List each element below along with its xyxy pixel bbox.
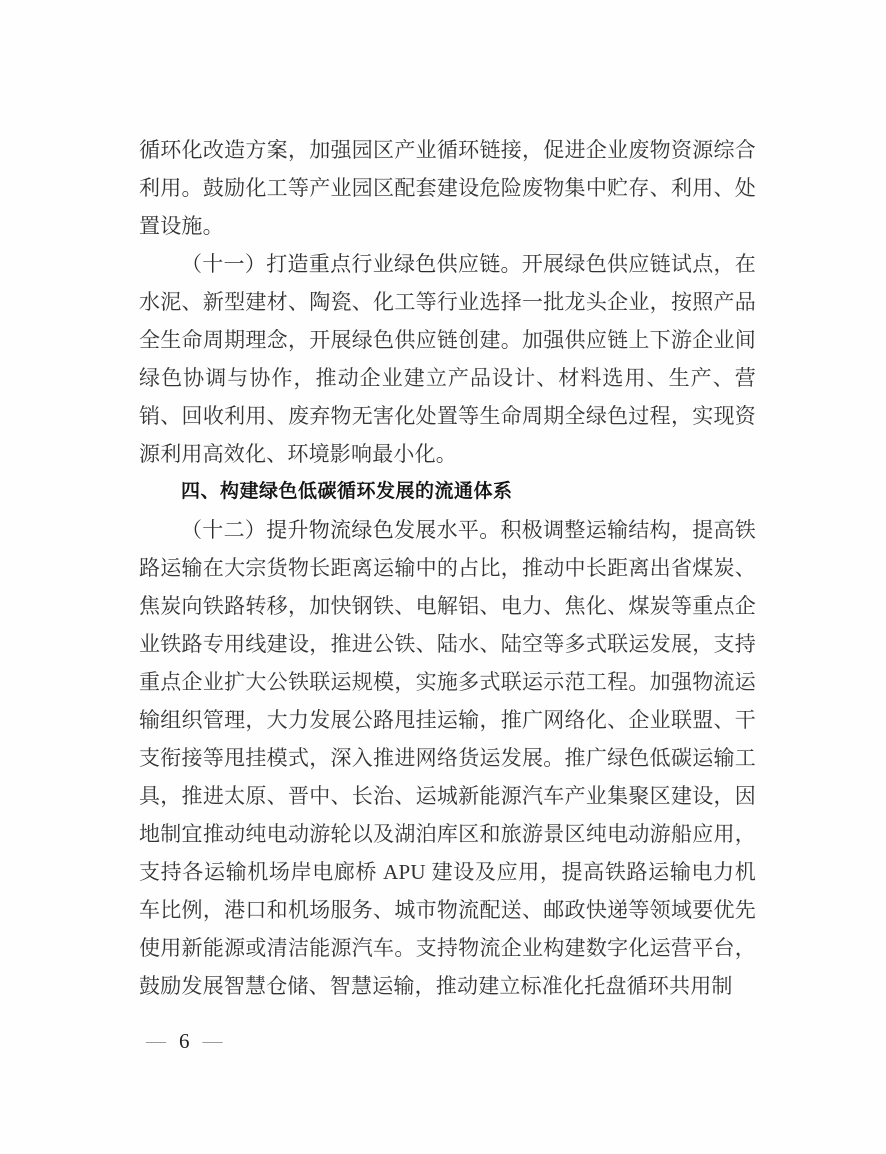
footer-dash-left: —: [146, 1030, 166, 1052]
page-number: 6: [179, 1029, 190, 1053]
item-12-text: 积极调整运输结构，提高铁路运输在大宗货物长距离运输中的占比，推动中长距离出省煤炭、焦炭向铁路转移，加快钢铁、电解铝、电力、焦化、煤炭等重点企业铁路专用线建设，推进公铁、陆水、陆空等多式联运发展，支持重点企业扩大公铁联运规模，实施多式联运示范工程。加强物流运输组织管理，大力发展公路甩挂运输，推广网络化、企业联盟、干支衔接等甩挂模式，深入推进网络货运发展。推广绿色低碳运输工具，推进太原、晋中、长治、运城新能源汽车产业集聚区建设，因地制宜推动纯电动游轮以及湖泊库区和旅游景区纯电动游船应用，支持各运输机场岸电廊桥 APU 建设及应用，提高铁路运输电力机车比例，港口和机场服务、城市物流配送、邮政快递等领域要优先使用新能源或清洁能源汽车。支持物流企业构建数字化运营平台，鼓励发展智慧仓储、智慧运输，推动建立标准化托盘循环共用制: [139, 518, 756, 998]
item-12-title: （十二）提升物流绿色发展水平。: [181, 518, 501, 542]
item-11-title: （十一）打造重点行业绿色供应链。: [181, 252, 522, 276]
page-footer: [146, 1030, 223, 1052]
document-body: [139, 131, 756, 1005]
item-11-text: 开展绿色供应链试点，在水泥、新型建材、陶瓷、化工等行业选择一批龙头企业，按照产品全生命周期理念，开展绿色供应链创建。加强供应链上下游企业间绿色协调与协作，推动企业建立产品设计、材料选用、生产、营销、回收利用、废弃物无害化处置等生命周期全绿色过程，实现资源利用高效化、环境影响最小化。: [139, 252, 756, 466]
paragraph-item-12: [139, 511, 756, 1005]
paragraph-continuation: 循环化改造方案，加强园区产业循环链接，促进企业废物资源综合利用。鼓励化工等产业园区配套建设危险废物集中贮存、利用、处置设施。: [139, 138, 756, 238]
footer-dash-right: —: [202, 1030, 223, 1052]
section-4-heading: 四、构建绿色低碳循环发展的流通体系: [181, 481, 513, 502]
paragraph-item-11: [139, 245, 756, 473]
